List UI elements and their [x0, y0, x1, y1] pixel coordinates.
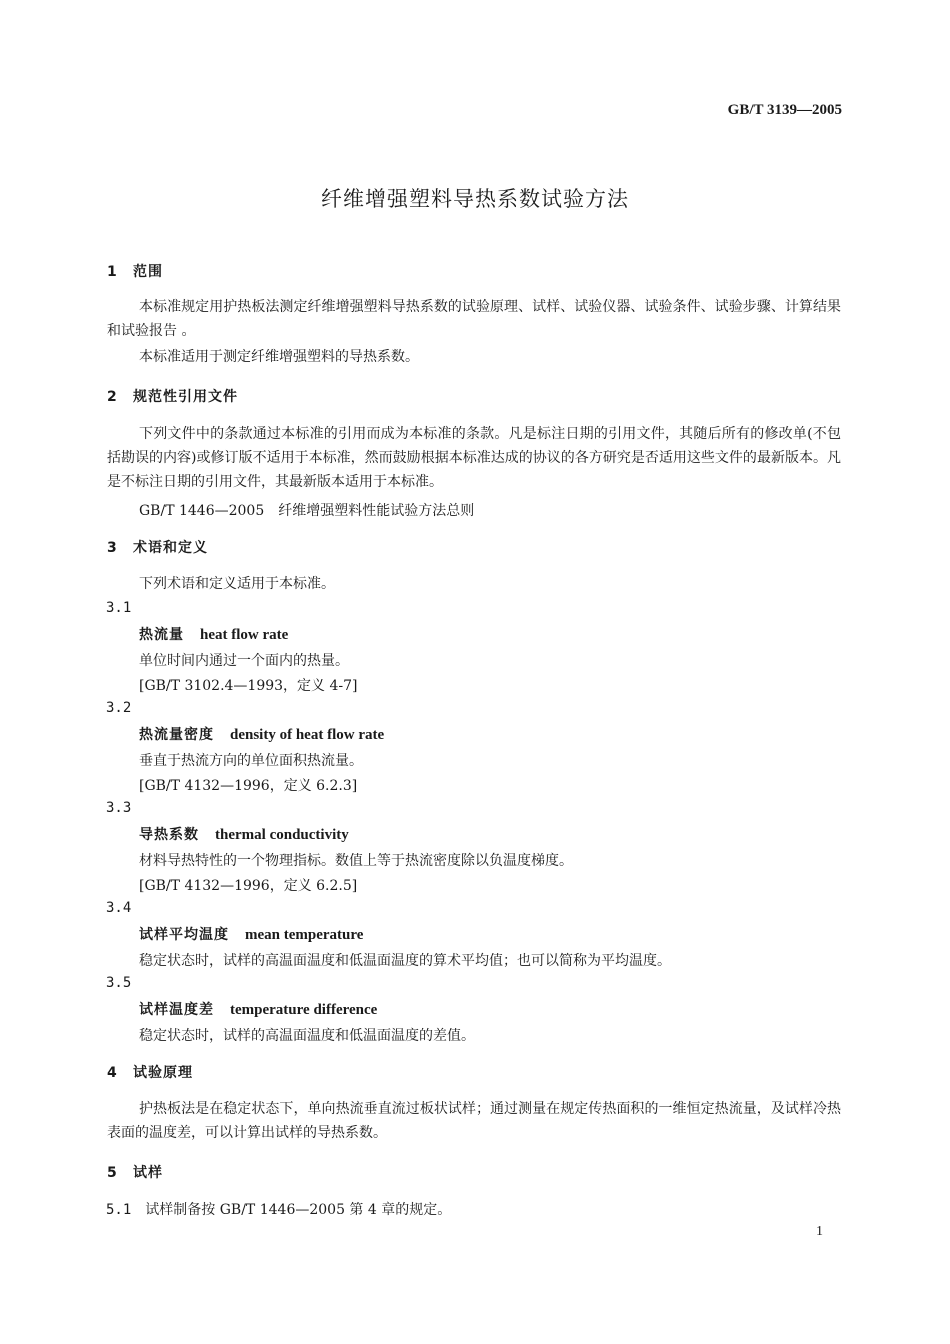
term-source: [GB/T 3102.4—1993，定义 4-7]	[139, 678, 358, 694]
normative-reference: GB/T 1446—2005 纤维增强塑料性能试验方法总则	[139, 503, 475, 519]
term-number: 3.5	[106, 975, 132, 991]
term-chinese: 导热系数	[139, 827, 199, 843]
term-english: density of heat flow rate	[230, 727, 385, 743]
section-3-heading	[107, 537, 208, 557]
page-number: 1	[816, 1224, 823, 1239]
section-number: 3	[107, 540, 118, 556]
term-name	[139, 824, 349, 844]
section-2-heading	[107, 386, 238, 406]
term-name	[139, 624, 288, 644]
document-title: 纤维增强塑料导热系数试验方法	[321, 187, 629, 211]
term-definition: 单位时间内通过一个面内的热量。	[139, 653, 349, 669]
term-chinese: 试样温度差	[139, 1002, 214, 1018]
clause-text: 试样制备按 GB/T 1446—2005 第 4 章的规定。	[145, 1202, 452, 1218]
section-title: 规范性引用文件	[133, 389, 238, 405]
section-number: 2	[107, 389, 118, 405]
section-number: 4	[107, 1065, 118, 1081]
section-1-paragraph-1: 本标准规定用护热板法测定纤维增强塑料导热系数的试验原理、试样、试验仪器、试验条件、试验步骤、计算结果和试验报告 。	[107, 299, 841, 339]
term-definition: 材料导热特性的一个物理指标。数值上等于热流密度除以负温度梯度。	[139, 853, 573, 869]
section-3-intro: 下列术语和定义适用于本标准。	[139, 576, 335, 592]
term-name	[139, 999, 377, 1019]
term-definition: 稳定状态时，试样的高温面温度和低温面温度的算术平均值；也可以简称为平均温度。	[139, 953, 671, 969]
section-1-heading	[107, 261, 163, 281]
section-4-heading	[107, 1062, 193, 1082]
clause-number: 5.1	[106, 1202, 132, 1218]
term-definition: 稳定状态时，试样的高温面温度和低温面温度的差值。	[139, 1028, 475, 1044]
term-source: [GB/T 4132—1996，定义 6.2.5]	[139, 878, 358, 894]
section-4-paragraph-1: 护热板法是在稳定状态下，单向热流垂直流过板状试样；通过测量在规定传热面积的一维恒定热流量，及试样冷热表面的温度差，可以计算出试样的导热系数。	[107, 1101, 841, 1141]
term-name	[139, 924, 363, 944]
section-title: 术语和定义	[133, 540, 208, 556]
section-2-paragraph-1: 下列文件中的条款通过本标准的引用而成为本标准的条款。凡是标注日期的引用文件，其随后所有的修改单(不包括勘误的内容)或修订版不适用于本标准，然而鼓励根据本标准达成的协议的各方研究是否适用这些文件的最新版本。凡是不标注日期的引用文件，其最新版本适用于本标准。	[107, 426, 841, 490]
term-english: mean temperature	[245, 927, 364, 943]
term-chinese: 试样平均温度	[139, 927, 229, 943]
term-number: 3.1	[106, 600, 132, 616]
term-english: thermal conductivity	[215, 827, 349, 843]
term-english: temperature difference	[230, 1002, 378, 1018]
term-source: [GB/T 4132—1996，定义 6.2.3]	[139, 778, 358, 794]
term-english: heat flow rate	[200, 627, 289, 643]
term-number: 3.4	[106, 900, 132, 916]
section-title: 试样	[133, 1165, 163, 1181]
term-number: 3.3	[106, 800, 132, 816]
term-chinese: 热流量	[139, 627, 184, 643]
term-chinese: 热流量密度	[139, 727, 214, 743]
section-title: 试验原理	[133, 1065, 193, 1081]
clause-5-1	[106, 1199, 451, 1219]
section-title: 范围	[133, 264, 163, 280]
section-number: 5	[107, 1165, 118, 1181]
section-5-heading	[107, 1162, 163, 1182]
section-number: 1	[107, 264, 118, 280]
section-1-paragraph-2: 本标准适用于测定纤维增强塑料的导热系数。	[139, 349, 419, 365]
term-name	[139, 724, 384, 744]
term-number: 3.2	[106, 700, 132, 716]
standard-number: GB/T 3139—2005	[727, 102, 842, 118]
term-definition: 垂直于热流方向的单位面积热流量。	[139, 753, 363, 769]
